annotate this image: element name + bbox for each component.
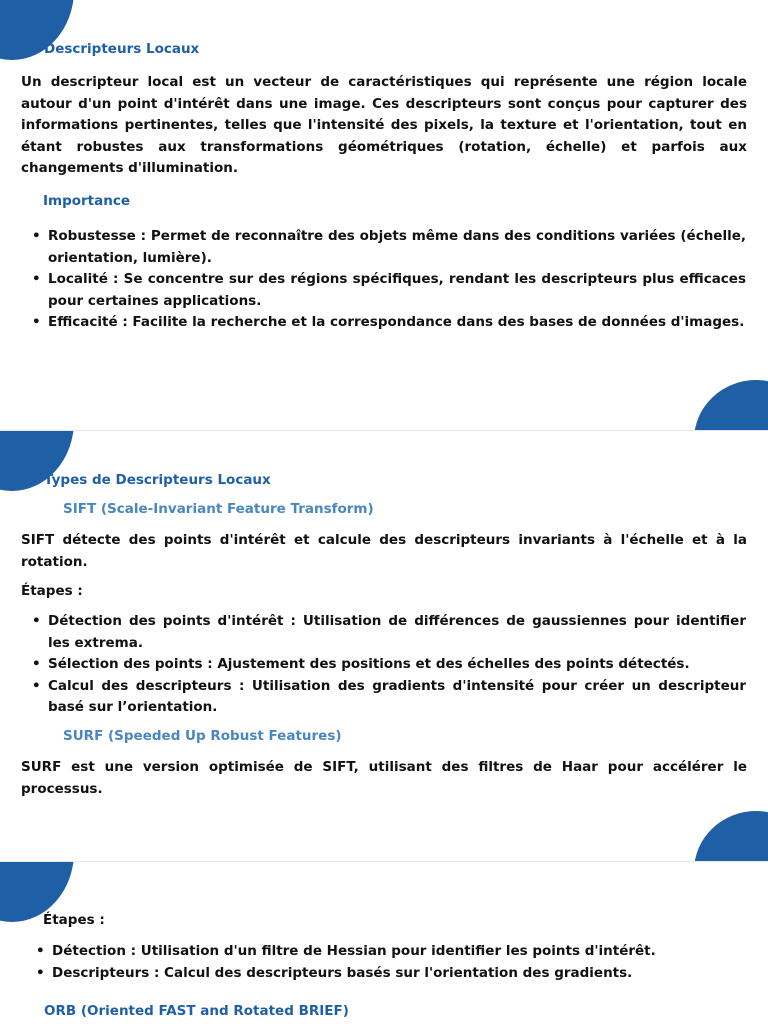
sift-paragraph: SIFT détecte des points d'intérêt et calcule des descripteurs invariants à l'échelle et à la rotation. [21, 532, 747, 570]
list-item: • Détection des points d'intérêt : Utilisation de différences de gaussiennes pour identifier les extrema. [22, 611, 746, 654]
steps-label: Étapes : [43, 912, 105, 928]
decor-circle-bottom-right [694, 811, 768, 861]
list-item: • Descripteurs : Calcul des descripteurs basés sur l'orientation des gradients. [26, 963, 746, 985]
importance-list [22, 226, 746, 334]
list-item: • Sélection des points : Ajustement des positions et des échelles des points détectés. [22, 654, 746, 676]
surf-paragraph: SURF est une version optimisée de SIFT, utilisant des filtres de Haar pour accélérer le processus. [21, 759, 747, 797]
decor-circle-bottom-right [694, 380, 768, 430]
page-3 [0, 862, 768, 1024]
list-item: • Robustesse : Permet de reconnaître des objets même dans des conditions variées (échelle, orientation, lumière). [22, 226, 746, 269]
section-title: Descripteurs Locaux [44, 41, 200, 57]
surf-heading: SURF (Speeded Up Robust Features) [63, 728, 342, 744]
section-title: Types de Descripteurs Locaux [44, 472, 271, 488]
list-item: • Calcul des descripteurs : Utilisation des gradients d'intensité pour créer un descripteur basé sur l’orientation. [22, 676, 746, 719]
list-item: • Localité : Se concentre sur des régions spécifiques, rendant les descripteurs plus efficaces pour certaines applications. [22, 269, 746, 312]
orb-heading: ORB (Oriented FAST and Rotated BRIEF) [44, 1003, 349, 1019]
importance-heading: Importance [43, 193, 131, 209]
sift-steps-list [22, 611, 746, 719]
list-item: • Efficacité : Facilite la recherche et la correspondance dans des bases de données d'images. [22, 312, 746, 334]
intro-paragraph: Un descripteur local est un vecteur de caractéristiques qui représente une région locale autour d'un point d'intérêt dans une image. Ces descripteurs sont conçus pour capturer des informations pertinentes, telles que l'intensité des pixels, la texture et l'orientation, tout en étant robustes aux transformations géométriques (rotation, échelle) et parfois aux changements d'illumination. [21, 74, 747, 176]
page-1 [0, 0, 768, 430]
surf-steps-list [26, 941, 746, 984]
page-2 [0, 431, 768, 861]
list-item: • Détection : Utilisation d'un filtre de Hessian pour identifier les points d'intérêt. [26, 941, 746, 963]
sift-heading: SIFT (Scale-Invariant Feature Transform) [63, 501, 374, 517]
steps-label: Étapes : [21, 583, 83, 599]
